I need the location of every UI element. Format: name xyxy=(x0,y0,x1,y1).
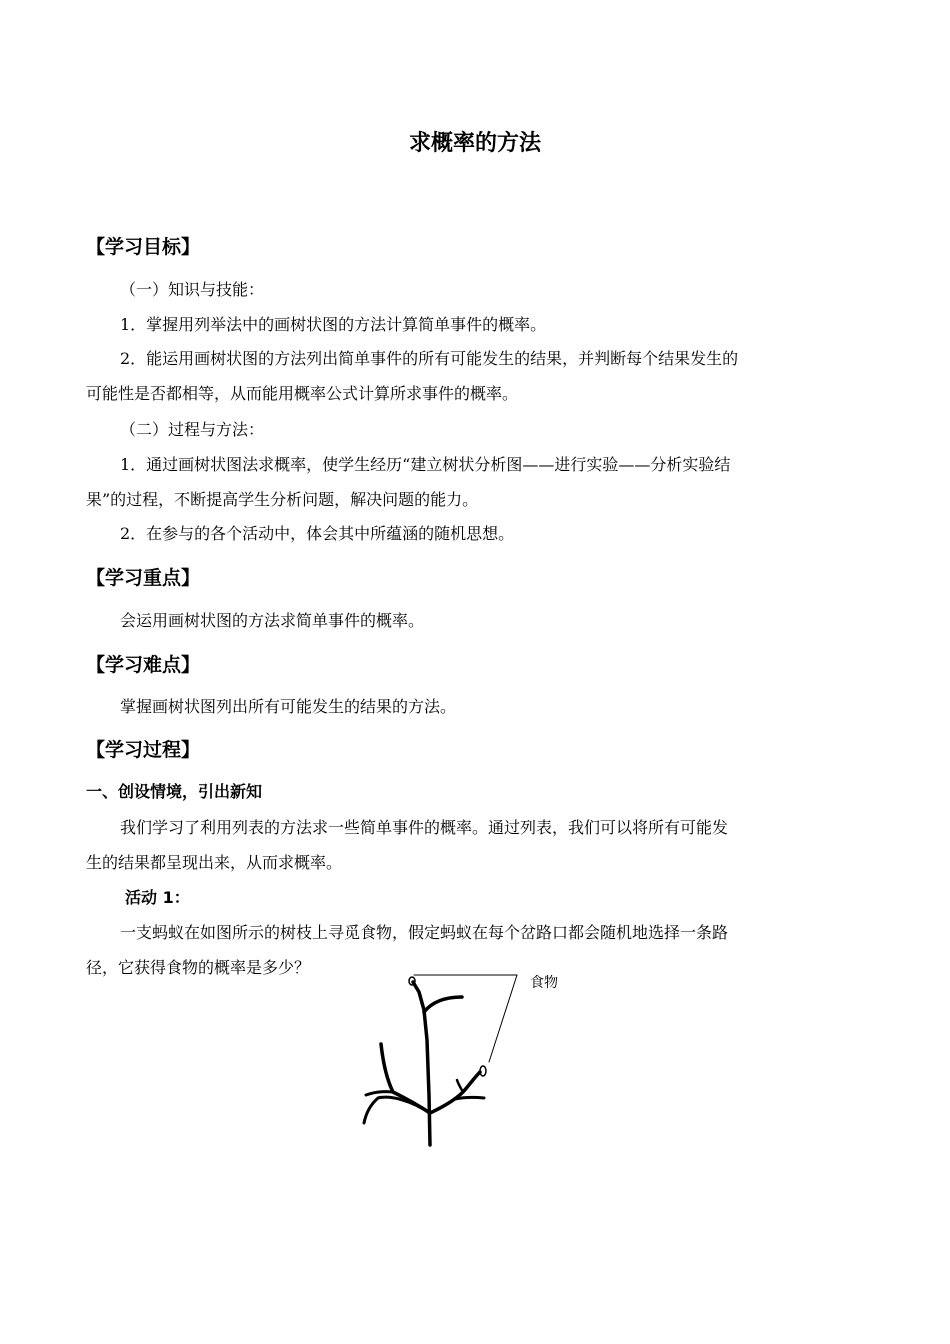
activity-text-continued: 径，它获得食物的概率是多少？ xyxy=(86,958,311,977)
page-title: 求概率的方法 xyxy=(408,131,541,156)
process-heading: 【学习过程】 xyxy=(86,739,201,761)
difficulties-heading: 【学习难点】 xyxy=(86,654,201,676)
branch xyxy=(364,1097,430,1123)
key-points-text: 会运用画树状图的方法求简单事件的概率。 xyxy=(120,611,425,630)
objective-item: 2．能运用画树状图的方法列出简单事件的所有可能发生的结果，并判断每个结果发生的 xyxy=(120,349,739,368)
intro-text-continued: 生的结果都呈现出来，从而求概率。 xyxy=(86,853,343,872)
branch xyxy=(457,1080,463,1092)
activity-label: 活动 1： xyxy=(125,888,190,907)
branch xyxy=(381,1044,430,1113)
objective-item: 2．在参与的各个活动中，体会其中所蕴涵的随机思想。 xyxy=(120,524,515,543)
objectives-heading: 【学习目标】 xyxy=(86,236,201,258)
objective-item: 1．通过画树状图法求概率，使学生经历“建立树状分析图——进行实验——分析实验结 xyxy=(120,455,731,474)
tree-branch-figure xyxy=(350,965,530,1155)
process-method-label: （二）过程与方法： xyxy=(120,420,265,439)
leader-line xyxy=(489,975,517,1062)
difficulties-text: 掌握画树状图列出所有可能发生的结果的方法。 xyxy=(120,697,457,716)
food-label: 食物 xyxy=(530,975,558,991)
process-subheading: 一、创设情境，引出新知 xyxy=(86,782,263,801)
branch xyxy=(366,1092,393,1095)
key-points-heading: 【学习重点】 xyxy=(86,567,201,589)
objective-item: 1．掌握用列举法中的画树状图的方法计算简单事件的概率。 xyxy=(120,315,547,334)
branch xyxy=(455,1097,484,1099)
activity-text: 一支蚂蚁在如图所示的树枝上寻觅食物，假定蚂蚁在每个岔路口都会随机地选择一条路 xyxy=(120,923,729,942)
intro-text: 我们学习了利用列表的方法求一些简单事件的概率。通过列表，我们可以将所有可能发 xyxy=(120,818,729,837)
branch xyxy=(430,1072,480,1113)
objective-item-continued: 可能性是否都相等，从而能用概率公式计算所求事件的概率。 xyxy=(86,384,519,403)
objective-item-continued: 果”的过程，不断提高学生分析问题，解决问题的能力。 xyxy=(86,490,479,509)
knowledge-skills-label: （一）知识与技能： xyxy=(120,280,265,299)
branch xyxy=(424,997,462,1012)
